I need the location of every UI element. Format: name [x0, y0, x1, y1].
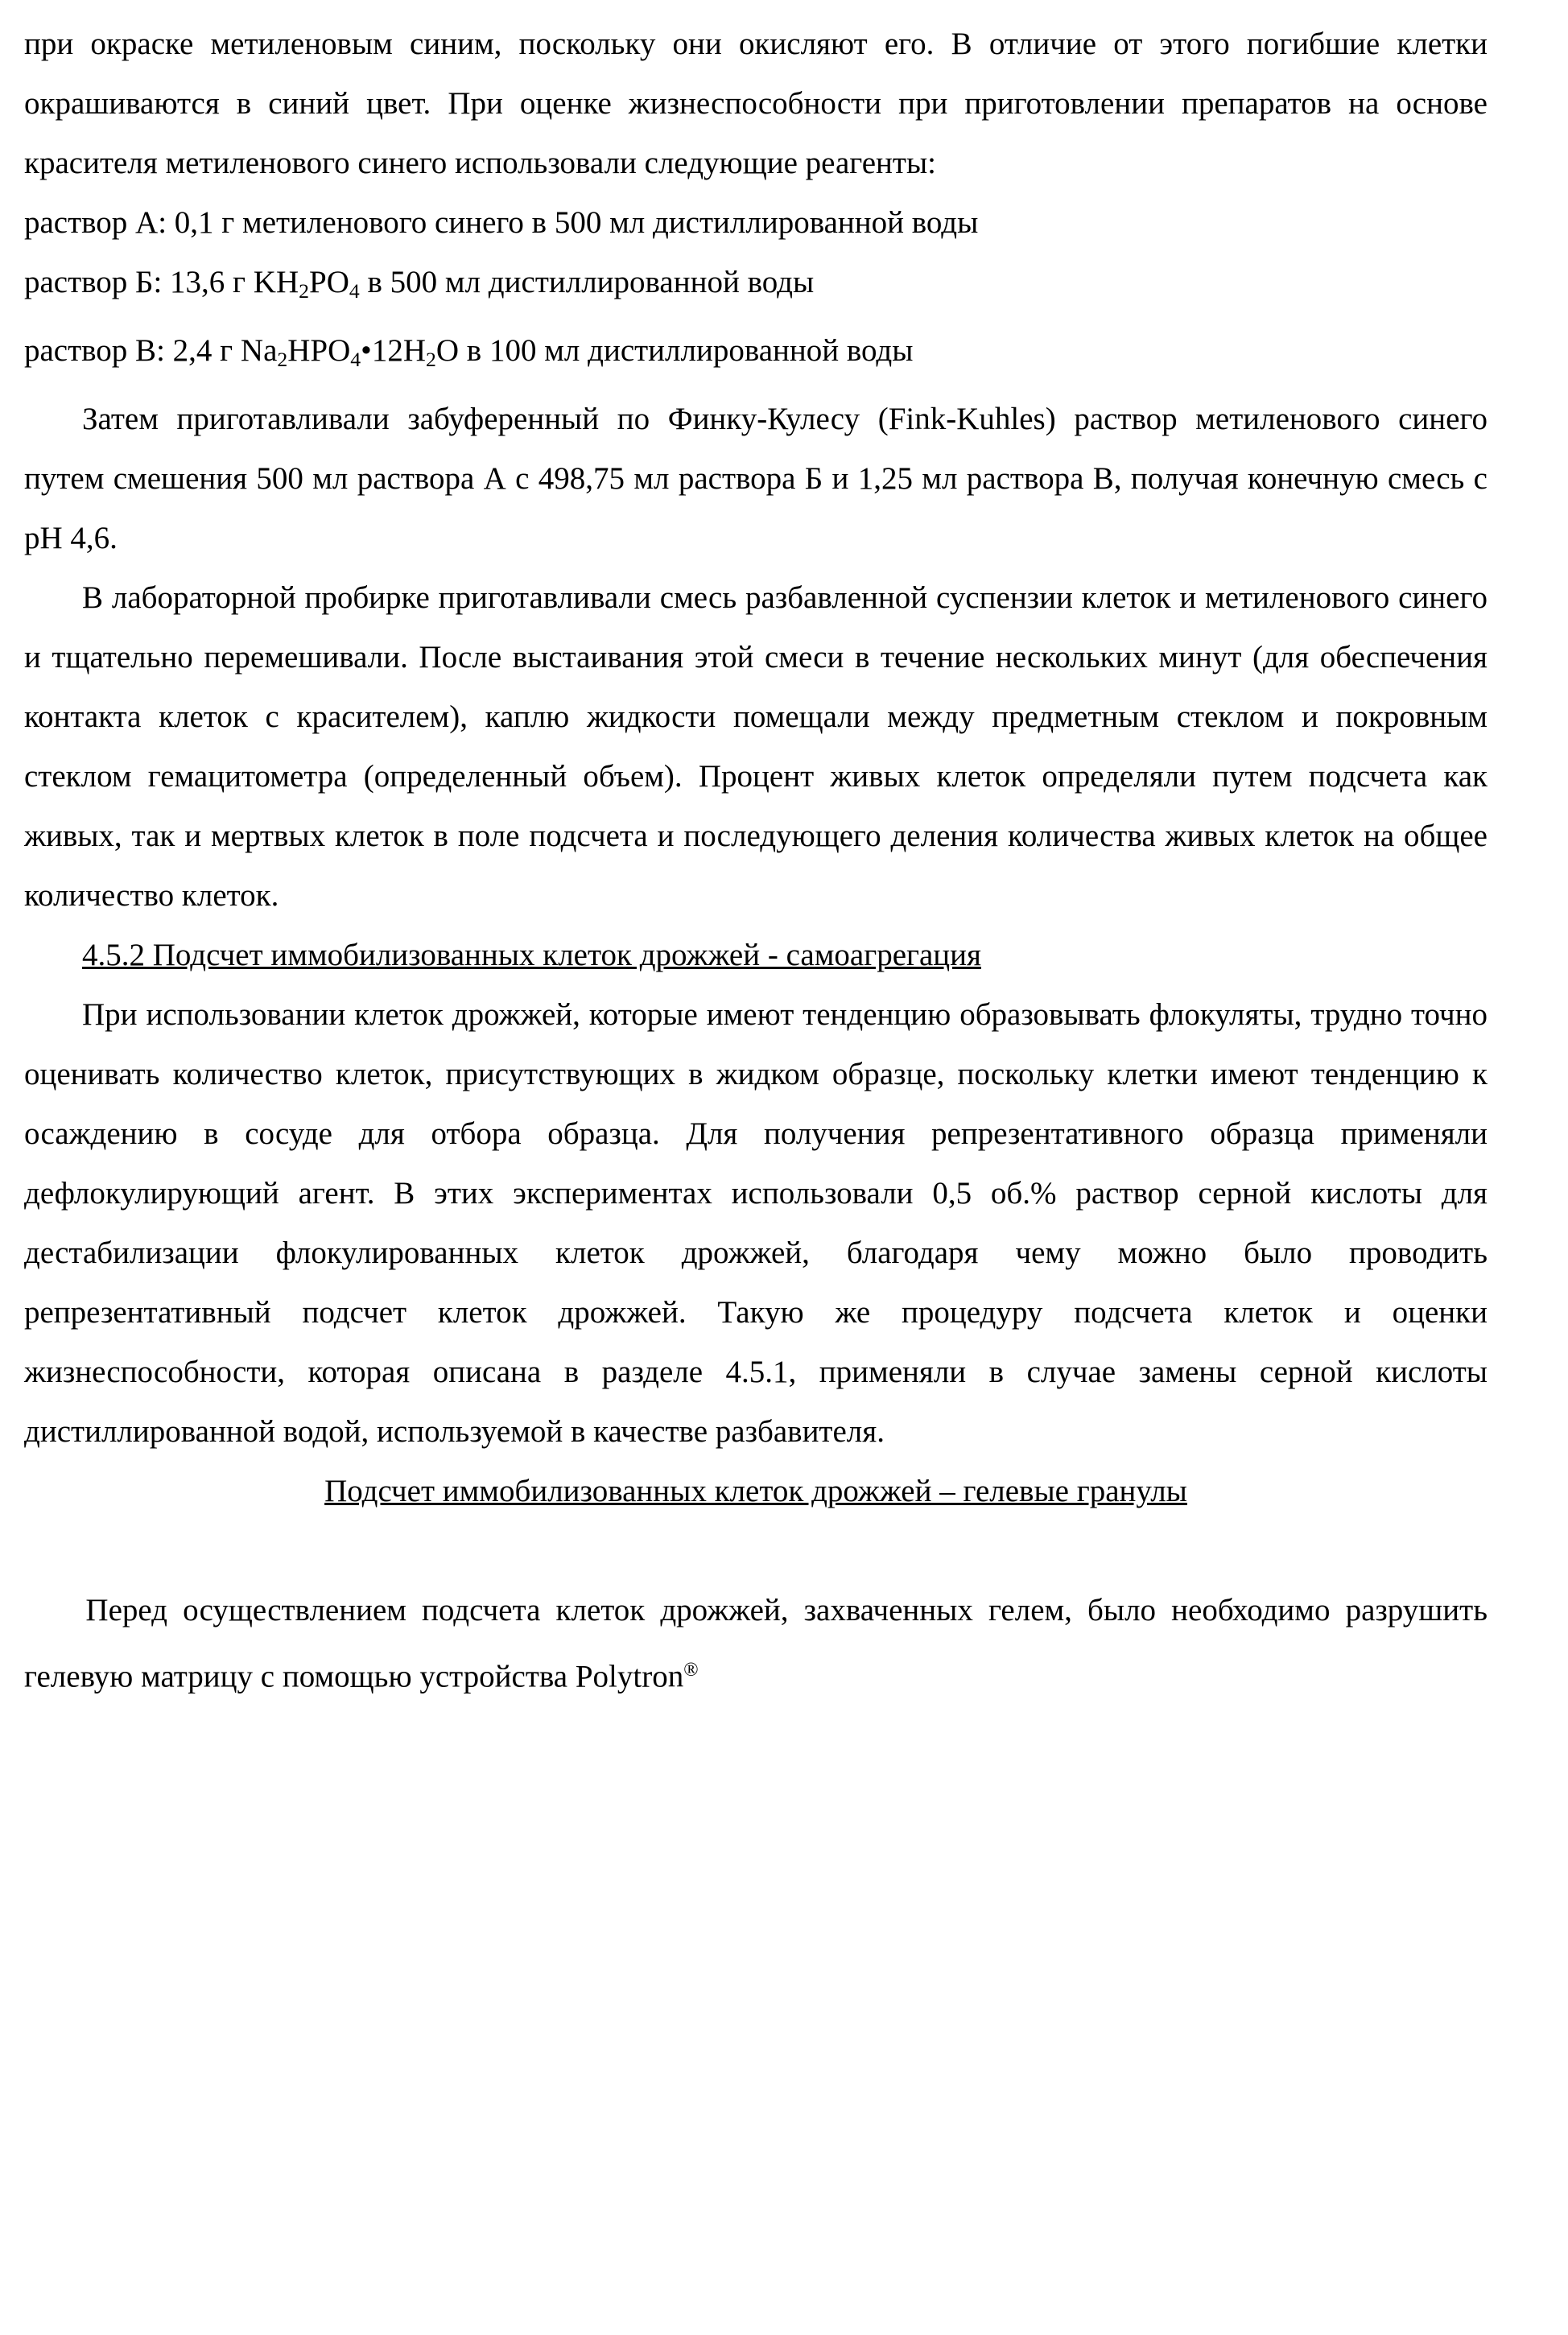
reagent-v-mid3: O	[435, 333, 460, 369]
reagent-v-mid2: •12H	[361, 333, 426, 369]
reagent-b-sub2: 4	[349, 279, 360, 303]
reagent-solution-b	[24, 253, 1488, 321]
section-heading-452	[24, 926, 1488, 985]
paragraph-cell-counting: В лабораторной пробирке приготавливали смесь разбавленной суспензии клеток и метиленового синего и тщательно перемешивали. После выстаивания этой смеси в течение нескольких минут (для обеспечения контакта клеток с красителем), каплю жидкости помещали между предметным стеклом и покровным стеклом гемацитометра (определенный объем). Процент живых клеток определяли путем подсчета как живых, так и мертвых клеток в поле подсчета и последующего деления количества живых клеток на общее количество клеток.	[24, 580, 1496, 914]
paragraph-polytron	[24, 1521, 1496, 1766]
paragraph-flocculation: При использовании клеток дрожжей, которые имеют тенденцию образовывать флокуляты, трудно точно оценивать количество клеток, присутствующих в жидком образце, поскольку клетки имеют тенденцию к осаждению в сосуде для отбора образца. Для получения репрезентативного образца применяли дефлокулирующий агент. В этих экспериментах использовали 0,5 об.% раствор серной кислоты для дестабилизации флокулированных клеток дрожжей, благодаря чему можно было проводить репрезентативный подсчет клеток дрожжей. Такую же процедуру подсчета клеток и оценки жизнеспособности, которая описана в разделе 4.5.1, применяли в случае замены серной кислоты дистиллированной водой, используемой в качестве разбавителя.	[24, 997, 1496, 1450]
reagent-v-pre: раствор В: 2,4 г Na	[24, 333, 278, 369]
reagent-v-mid1: HPO	[287, 333, 351, 369]
reagent-b-post: в 500 мл дистиллированной воды	[359, 265, 815, 299]
reagent-b-pre: раствор Б: 13,6 г KH	[24, 265, 299, 299]
section-heading-gel-beads	[24, 1462, 1488, 1521]
section-heading-452-text: 4.5.2 Подсчет иммобилизованных клеток дрожжей - самоагрегация	[82, 938, 981, 973]
reagent-a-text: раствор А: 0,1 г метиленового синего в 500 мл дистиллированной воды	[24, 205, 979, 240]
paragraph-buffered-solution: Затем приготавливали забуференный по Финку-Кулесу (Fink-Kuhles) раствор метиленового синего путем смешения 500 мл раствора А с 498,75 мл раствора Б и 1,25 мл раствора В, получая конечную смесь с pH 4,6.	[24, 402, 1496, 556]
registered-trademark-symbol: ®	[683, 1659, 699, 1681]
reagent-b-sub1: 2	[299, 279, 309, 303]
reagent-v-sub2: 4	[350, 348, 361, 372]
section-heading-gel-beads-text: Подсчет иммобилизованных клеток дрожжей – гелевые гранулы	[324, 1474, 1187, 1509]
reagent-solution-a	[24, 193, 1488, 253]
reagent-v-sub1: 2	[277, 348, 288, 372]
paragraph-polytron-text: Перед осуществлением подсчета клеток дрожжей, захваченных гелем, было необходимо разрушить гелевую матрицу с помощью устройства Polytron	[24, 1593, 1496, 1694]
reagent-solution-v	[24, 321, 1488, 390]
reagent-v-sub3: 2	[426, 348, 436, 372]
reagent-b-mid1: PO	[309, 265, 349, 299]
reagent-v-post: в 100 мл дистиллированной воды	[459, 333, 914, 369]
paragraph-intro: при окраске метиленовым синим, поскольку они окисляют его. В отличие от этого погибшие клетки окрашиваются в синий цвет. При оценке жизнеспособности при приготовлении препаратов на основе красителя метиленового синего использовали следующие реагенты:	[24, 27, 1496, 180]
